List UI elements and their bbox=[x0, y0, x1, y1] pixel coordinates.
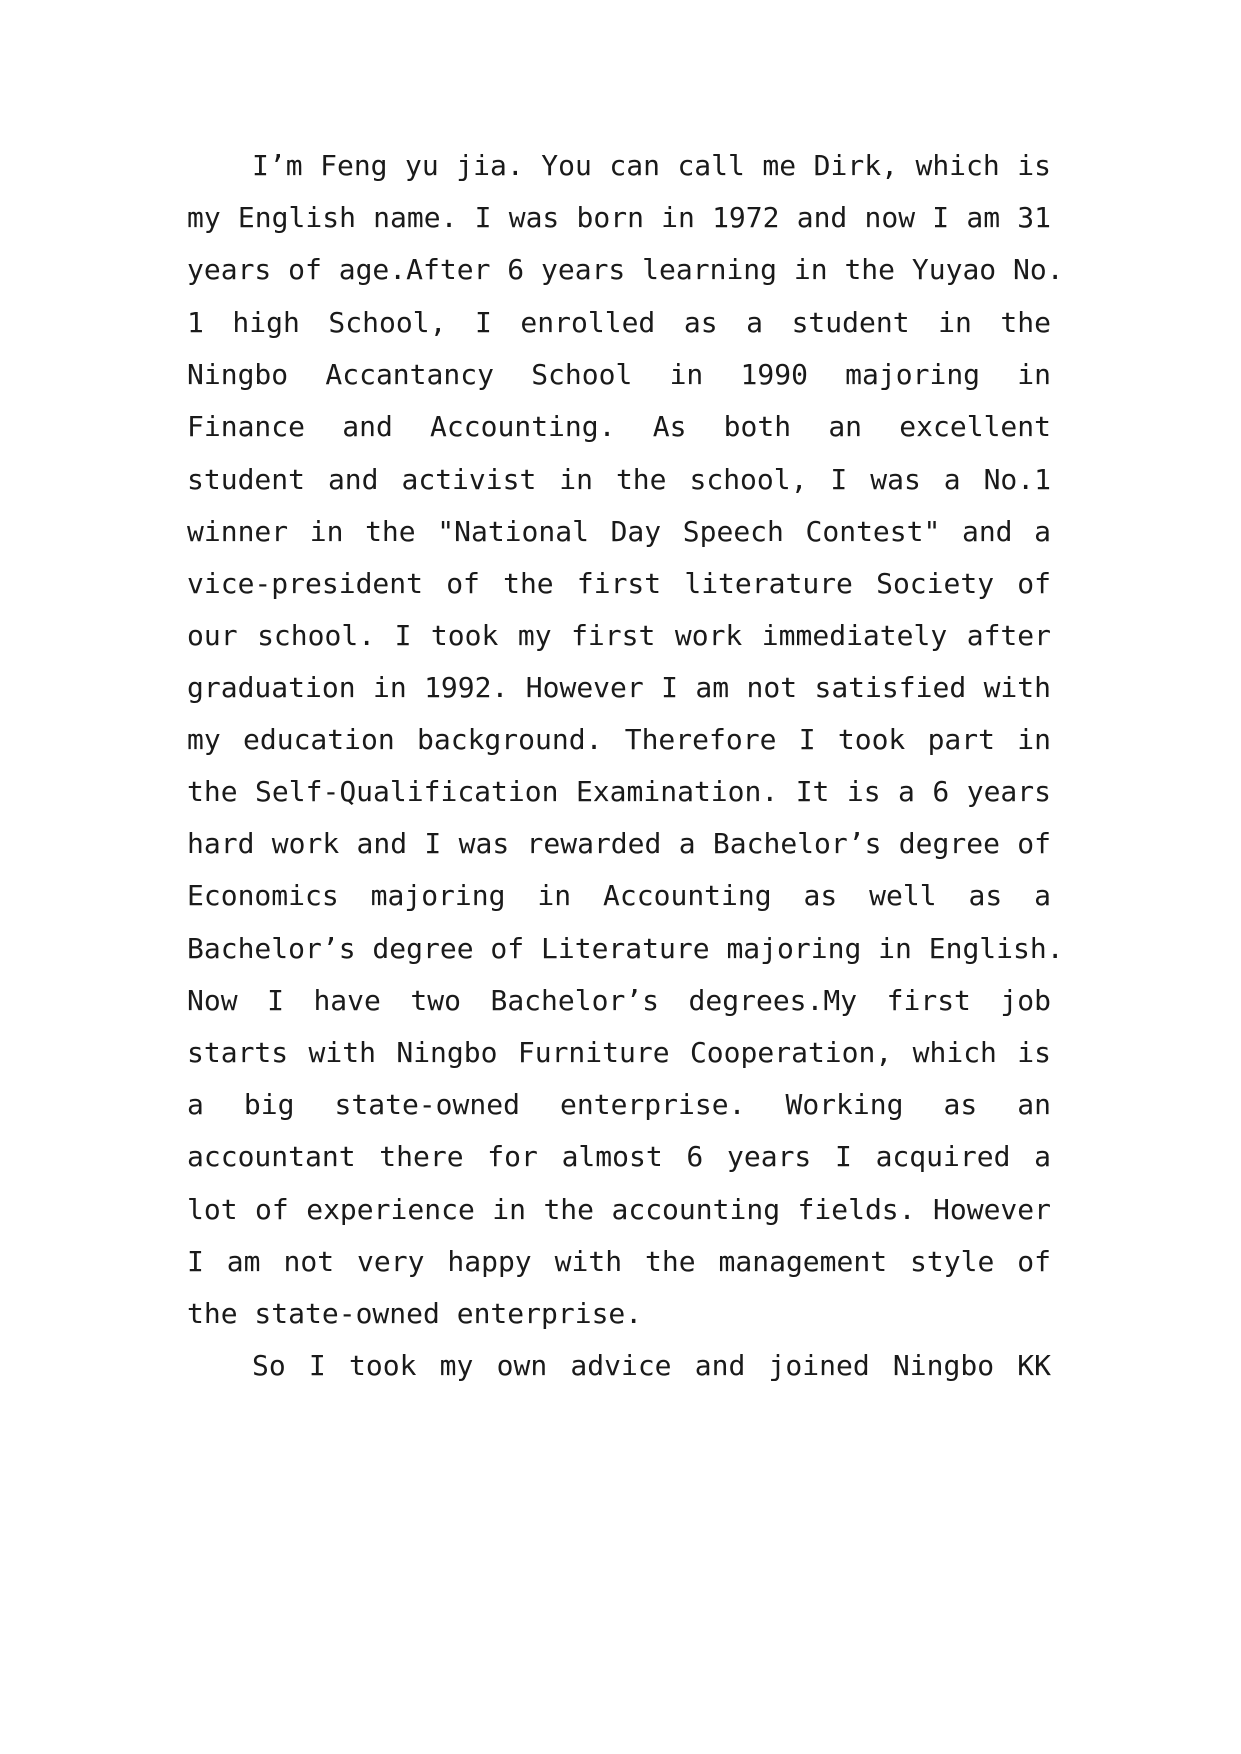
paragraph-1-line-7: student and activist in the school, I was a No.1 bbox=[187, 463, 1051, 496]
paragraph-1-line-23: the state-owned enterprise. bbox=[187, 1297, 643, 1330]
paragraph-1-line-16: Bachelor’s degree of Literature majoring in English. bbox=[187, 932, 1064, 965]
paragraph-1-line-1: I’m Feng yu jia. You can call me Dirk, which is bbox=[252, 149, 1051, 182]
paragraph-1-line-4: 1 high School, I enrolled as a student in the bbox=[187, 306, 1051, 339]
paragraph-1-line-5: Ningbo Accantancy School in 1990 majoring in bbox=[187, 358, 1051, 391]
paragraph-1-line-9: vice-president of the first literature Society of bbox=[187, 567, 1051, 600]
paragraph-1-line-22: I am not very happy with the management style of bbox=[187, 1245, 1051, 1278]
paragraph-1-line-18: starts with Ningbo Furniture Cooperation, which is bbox=[187, 1036, 1051, 1069]
paragraph-1-line-13: the Self-Qualification Examination. It is a 6 years bbox=[187, 775, 1051, 808]
paragraph-1-line-11: graduation in 1992. However I am not satisfied with bbox=[187, 671, 1051, 704]
paragraph-1-line-19: a big state-owned enterprise. Working as an bbox=[187, 1088, 1051, 1121]
paragraph-1-line-3: years of age.After 6 years learning in the Yuyao No. bbox=[187, 253, 1064, 286]
paragraph-1-line-15: Economics majoring in Accounting as well as a bbox=[187, 879, 1051, 912]
paragraph-1-line-12: my education background. Therefore I took part in bbox=[187, 723, 1051, 756]
paragraph-1-line-6: Finance and Accounting. As both an excellent bbox=[187, 410, 1051, 443]
paragraph-1-line-2: my English name. I was born in 1972 and now I am 31 bbox=[187, 201, 1051, 234]
paragraph-2-line-1: So I took my own advice and joined Ningbo KK bbox=[252, 1349, 1051, 1382]
paragraph-1-line-8: winner in the "National Day Speech Contest" and a bbox=[187, 515, 1051, 548]
paragraph-1-line-20: accountant there for almost 6 years I acquired a bbox=[187, 1140, 1051, 1173]
paragraph-1-line-21: lot of experience in the accounting fields. However bbox=[187, 1193, 1051, 1226]
paragraph-1-line-14: hard work and I was rewarded a Bachelor’s degree of bbox=[187, 827, 1051, 860]
paragraph-1-line-10: our school. I took my first work immediately after bbox=[187, 619, 1051, 652]
paragraph-1-line-17: Now I have two Bachelor’s degrees.My first job bbox=[187, 984, 1051, 1017]
